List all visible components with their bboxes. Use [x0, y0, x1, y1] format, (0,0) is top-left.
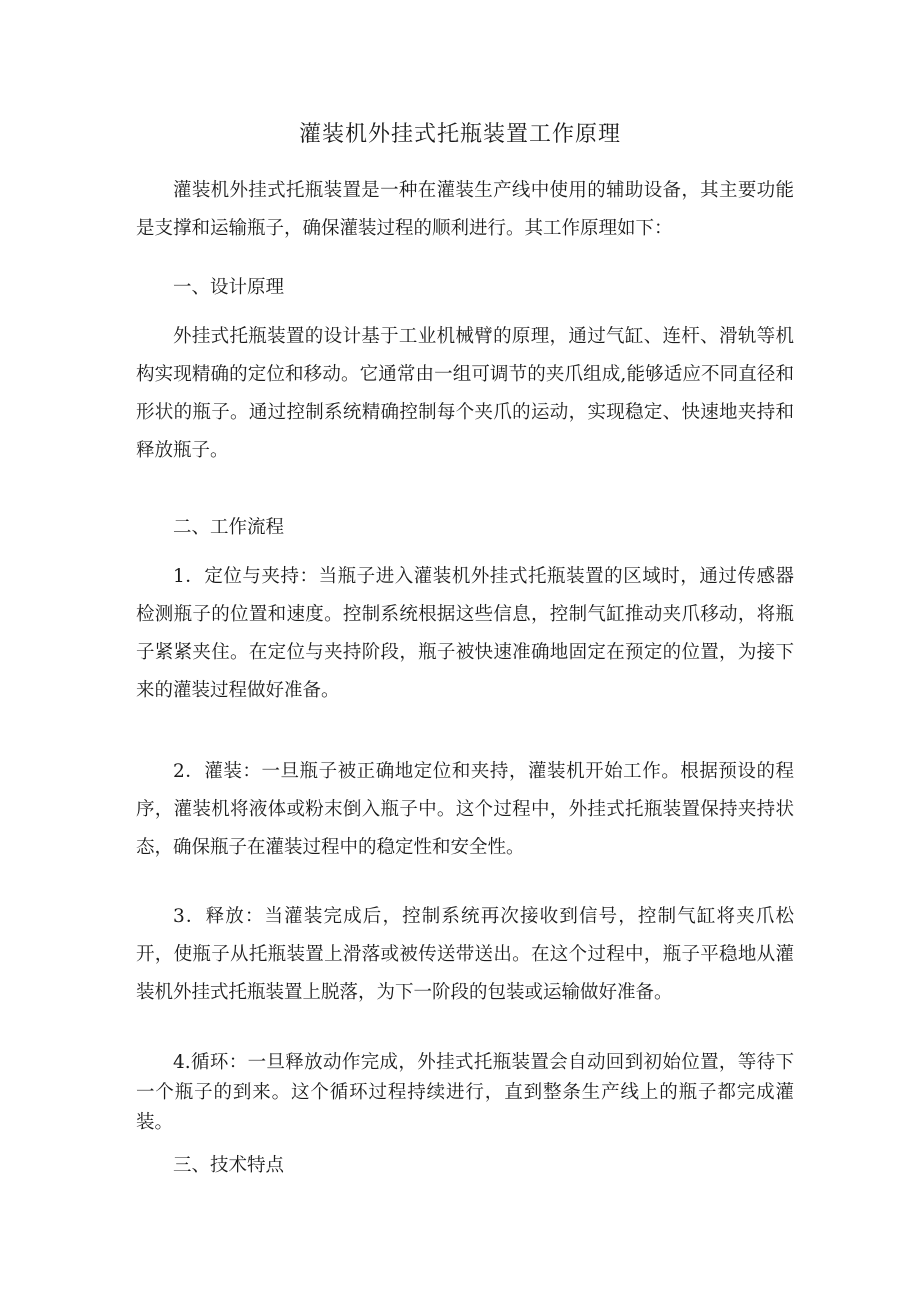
section-heading-features: 三、技术特点 — [173, 1155, 285, 1176]
document-title: 灌装机外挂式托瓶装置工作原理 — [298, 122, 621, 147]
section-heading-design: 一、设计原理 — [173, 277, 285, 298]
step-positioning-paragraph: 1．定位与夹持：当瓶子进入灌装机外挂式托瓶装置的区域时，通过传感器检测瓶子的位置和速度。控制系统根据这些信息，控制气缸推动夹爪移动，将瓶子紧紧夹住。在定位与夹持阶段，瓶子被快速准确地固定在预定的位置，为接下来的灌装过程做好准备。 — [136, 566, 794, 701]
design-principle-paragraph: 外挂式托瓶装置的设计基于工业机械臂的原理，通过气缸、连杆、滑轨等机构实现精确的定位和移动。它通常由一组可调节的夹爪组成,能够适应不同直径和形状的瓶子。通过控制系统精确控制每个夹爪的运动，实现稳定、快速地夹持和释放瓶子。 — [136, 326, 794, 461]
intro-paragraph: 灌装机外挂式托瓶装置是一种在灌装生产线中使用的辅助设备，其主要功能是支撑和运输瓶子，确保灌装过程的顺利进行。其工作原理如下： — [136, 180, 794, 239]
section-heading-workflow: 二、工作流程 — [173, 517, 285, 538]
step-cycle-paragraph: 4.循环：一旦释放动作完成，外挂式托瓶装置会自动回到初始位置，等待下一个瓶子的到来。这个循环过程持续进行，直到整条生产线上的瓶子都完成灌装。 — [136, 1052, 794, 1133]
step-release-paragraph: 3．释放：当灌装完成后，控制系统再次接收到信号，控制气缸将夹爪松开，使瓶子从托瓶装置上滑落或被传送带送出。在这个过程中，瓶子平稳地从灌装机外挂式托瓶装置上脱落，为下一阶段的包装或运输做好准备。 — [136, 906, 794, 1003]
step-filling-paragraph: 2．灌装：一旦瓶子被正确地定位和夹持，灌装机开始工作。根据预设的程序，灌装机将液体或粉末倒入瓶子中。这个过程中，外挂式托瓶装置保持夹持状态，确保瓶子在灌装过程中的稳定性和安全性。 — [136, 761, 794, 858]
